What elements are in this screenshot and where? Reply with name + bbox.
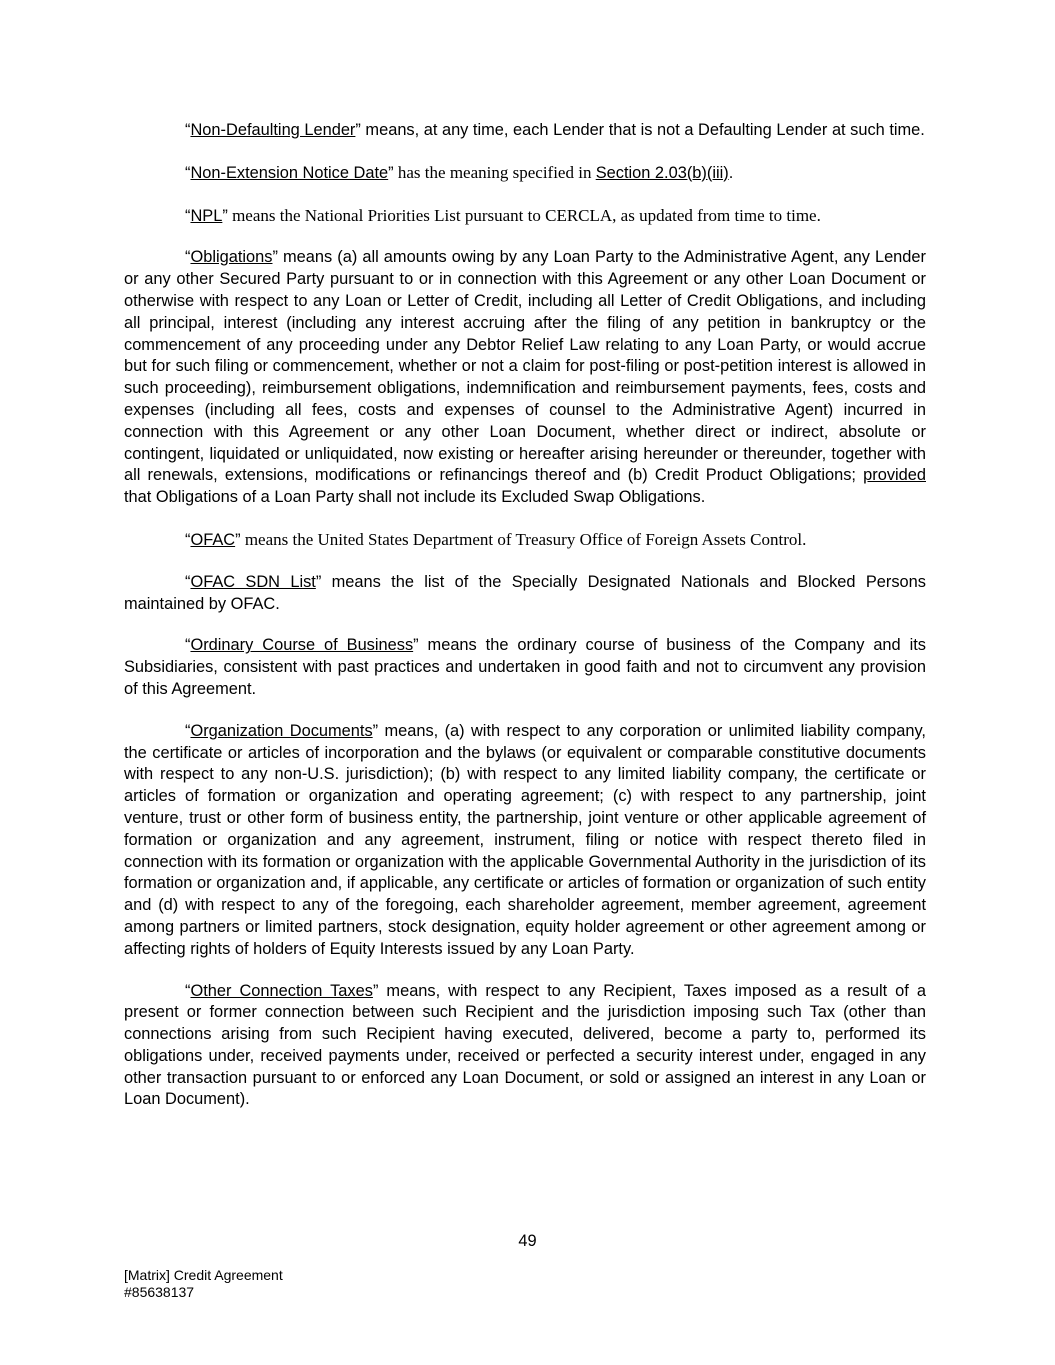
- definition-other-connection-taxes: [124, 981, 926, 1112]
- section-reference-link[interactable]: Section 2.03(b)(iii): [595, 163, 729, 182]
- open-quote: “: [185, 572, 191, 591]
- term-non-extension-notice-date: Non-Extension Notice Date: [190, 163, 389, 182]
- open-quote: “: [185, 121, 191, 139]
- definition-ofac: [124, 529, 926, 552]
- definitions-body: [124, 120, 926, 1131]
- definition-non-extension-notice-date: [124, 162, 926, 185]
- close-quote: ”: [372, 981, 379, 1000]
- close-quote: ”: [355, 121, 361, 139]
- term-organization-documents: Organization Documents: [190, 721, 373, 740]
- term-ofac: OFAC: [190, 530, 236, 549]
- open-quote: “: [185, 530, 191, 549]
- definition-text: means (a) all amounts owing by any Loan Party to the Administrative Agent, any Lender or any other Secured Party pursuant to or in connection with this Agreement or any other Loan Document or otherwise with respect to any Loan or Letter of Credit, including all Letter of Credit Obligations, and including all principal, interest (including any interest accruing after the filing of any petition in bankruptcy or the commencement of any proceeding under any Debtor Relief Law relating to any Loan Party, or would accrue but for such filing or commencement, whether or not a claim for post-filing or post-petition interest is allowed in such proceeding), reimbursement obligations, indemnification and reimbursement payments, fees, costs and expenses (including all fees, costs and expenses of counsel to the Administrative Agent) incurred in connection with this Agreement or any other Loan Document, whether direct or indirect, absolute or contingent, liquidated or unliquidated, now existing or hereafter arising hereunder or thereunder, together with all renewals, extensions, modifications or refinancings thereof and (b) Credit Product Obligations;: [124, 248, 926, 485]
- footer-document-title: [Matrix] Credit Agreement: [124, 1267, 283, 1283]
- definition-ordinary-course-of-business: [124, 635, 926, 700]
- definition-text: means the National Priorities List pursuant to CERCLA, as updated from time to time.: [227, 205, 821, 225]
- close-quote: ”: [372, 721, 379, 740]
- open-quote: “: [185, 636, 191, 655]
- close-quote: ”: [315, 572, 322, 591]
- open-quote: “: [185, 721, 191, 740]
- term-other-connection-taxes: Other Connection Taxes: [190, 981, 373, 1000]
- close-quote: ”: [222, 206, 228, 225]
- open-quote: “: [185, 248, 191, 267]
- page-number: 49: [518, 1232, 537, 1250]
- provided-emphasis: provided: [863, 466, 926, 485]
- definition-text-after: .: [728, 163, 734, 182]
- close-quote: ”: [388, 163, 394, 182]
- definition-text-after: that Obligations of a Loan Party shall not include its Excluded Swap Obligations.: [124, 488, 706, 507]
- definition-non-defaulting-lender: [124, 120, 926, 142]
- definition-text: means, with respect to any Recipient, Taxes imposed as a result of a present or former connection between such Recipient and the jurisdiction imposing such Tax (other than connections arising from such Recipient having executed, delivered, become a party to, performed its obligations under, received payments under, received or perfected a security interest under, engaged in any other transaction pursuant to or enforced any Loan Document, or sold or assigned an interest in any Loan or Loan Document).: [124, 981, 926, 1109]
- open-quote: “: [185, 206, 191, 225]
- close-quote: ”: [235, 530, 241, 549]
- definition-text: means the United States Department of Treasury Office of Foreign Assets Control.: [240, 529, 807, 549]
- definition-npl: [124, 205, 926, 228]
- definition-text: means, (a) with respect to any corporation or unlimited liability company, the certificate or articles of incorporation and the bylaws (or equivalent or comparable constitutive documents with respect to any non-U.S. jurisdiction); (b) with respect to any limited liability company, the certificate or articles of formation or organization and operating agreement; (c) with respect to any partnership, joint venture, trust or other form of business entity, the partnership, joint venture or other applicable agreement of formation or organization and any agreement, instrument, filing or notice with respect thereto filed in connection with its formation or organization with the applicable Governmental Authority in the jurisdiction of its formation or organization and, if applicable, any certificate or articles of formation or organization of such entity and (d) with respect to any of the foregoing, each shareholder agreement, member agreement, agreement among partners or limited partners, stock designation, equity holder agreement or other agreement among or affecting rights of holders of Equity Interests issued by any Loan Party.: [124, 721, 926, 958]
- document-footer: [124, 1267, 283, 1301]
- close-quote: ”: [413, 636, 419, 655]
- definition-ofac-sdn-list: [124, 572, 926, 616]
- definition-organization-documents: [124, 721, 926, 961]
- definition-text: has the meaning specified in: [393, 162, 596, 182]
- term-ordinary-course-of-business: Ordinary Course of Business: [190, 636, 414, 655]
- term-ofac-sdn-list: OFAC SDN List: [190, 572, 316, 591]
- definition-text: means the ordinary course of business of the Company and its Subsidiaries, consistent with past practices and undertaken in good faith and not to circumvent any provision of this Agreement.: [124, 636, 926, 698]
- definition-text: means, at any time, each Lender that is not a Defaulting Lender at such time.: [360, 121, 925, 139]
- open-quote: “: [185, 981, 191, 1000]
- term-obligations: Obligations: [190, 248, 273, 267]
- open-quote: “: [185, 163, 191, 182]
- footer-document-id: #85638137: [124, 1284, 195, 1300]
- term-npl: NPL: [190, 206, 223, 225]
- definition-obligations: [124, 247, 926, 509]
- definition-text: means the list of the Specially Designated Nationals and Blocked Persons maintained by OFAC.: [124, 572, 926, 613]
- term-non-defaulting-lender: Non-Defaulting Lender: [190, 121, 356, 139]
- close-quote: ”: [272, 248, 278, 267]
